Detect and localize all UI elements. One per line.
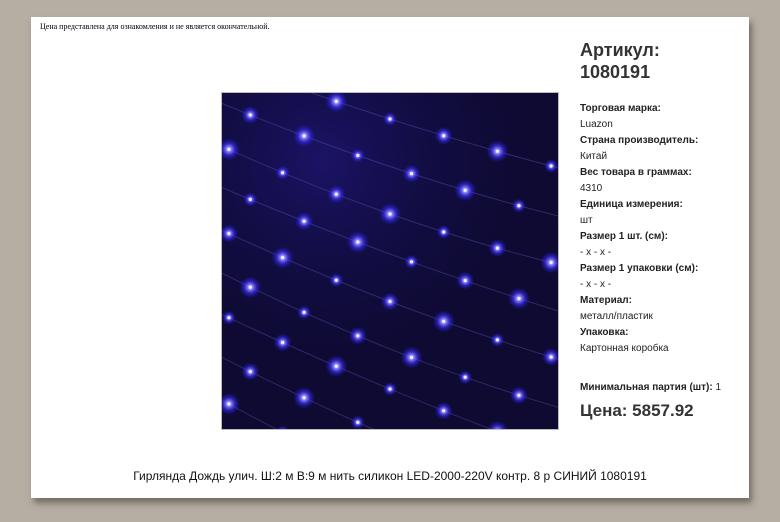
- product-title: Гирлянда Дождь улич. Ш:2 м В:9 м нить силикон LED-2000-220V контр. 8 р СИНИЙ 1080191: [133, 469, 647, 483]
- price: Цена: 5857.92: [580, 401, 694, 420]
- product-photo: [221, 92, 559, 430]
- attribute-weight: [580, 165, 745, 197]
- attribute-value: - x - x -: [580, 247, 612, 258]
- attribute-value: - x - x -: [580, 279, 612, 290]
- product-attributes: [580, 101, 745, 357]
- attribute-label: Упаковка:: [580, 327, 629, 338]
- attribute-value: Картонная коробка: [580, 343, 669, 354]
- attribute-value: Luazon: [580, 119, 613, 130]
- price-disclaimer: Цена представлена для ознакомления и не является окончательной.: [40, 22, 270, 31]
- attribute-label: Торговая марка:: [580, 103, 661, 114]
- attribute-label: Единица измерения:: [580, 199, 683, 210]
- attribute-brand: [580, 101, 745, 133]
- photo-glow-wash: [222, 93, 558, 429]
- product-info: [580, 39, 745, 357]
- attribute-value: 4310: [580, 183, 603, 194]
- attribute-unit: [580, 197, 745, 229]
- attribute-item-size: [580, 229, 745, 261]
- attribute-value: шт: [580, 215, 593, 226]
- attribute-label: Материал:: [580, 295, 632, 306]
- product-sheet: [31, 17, 749, 498]
- attribute-packaging: [580, 325, 745, 357]
- attribute-value: Китай: [580, 151, 608, 162]
- attribute-package-size: [580, 261, 745, 293]
- minimum-lot-label: Минимальная партия (шт):: [580, 382, 713, 393]
- minimum-lot-value: 1: [715, 382, 722, 393]
- article-label: Артикул:: [580, 40, 660, 60]
- attribute-country: [580, 133, 745, 165]
- attribute-label: Страна производитель:: [580, 135, 699, 146]
- attribute-material: [580, 293, 745, 325]
- minimum-lot: [580, 382, 721, 393]
- attribute-value: металл/пластик: [580, 311, 653, 322]
- attribute-label: Размер 1 упаковки (см):: [580, 263, 699, 274]
- article-number: 1080191: [580, 62, 651, 82]
- attribute-label: Размер 1 шт. (см):: [580, 231, 668, 242]
- attribute-label: Вес товара в граммах:: [580, 167, 692, 178]
- garland-photo-image: [222, 93, 558, 429]
